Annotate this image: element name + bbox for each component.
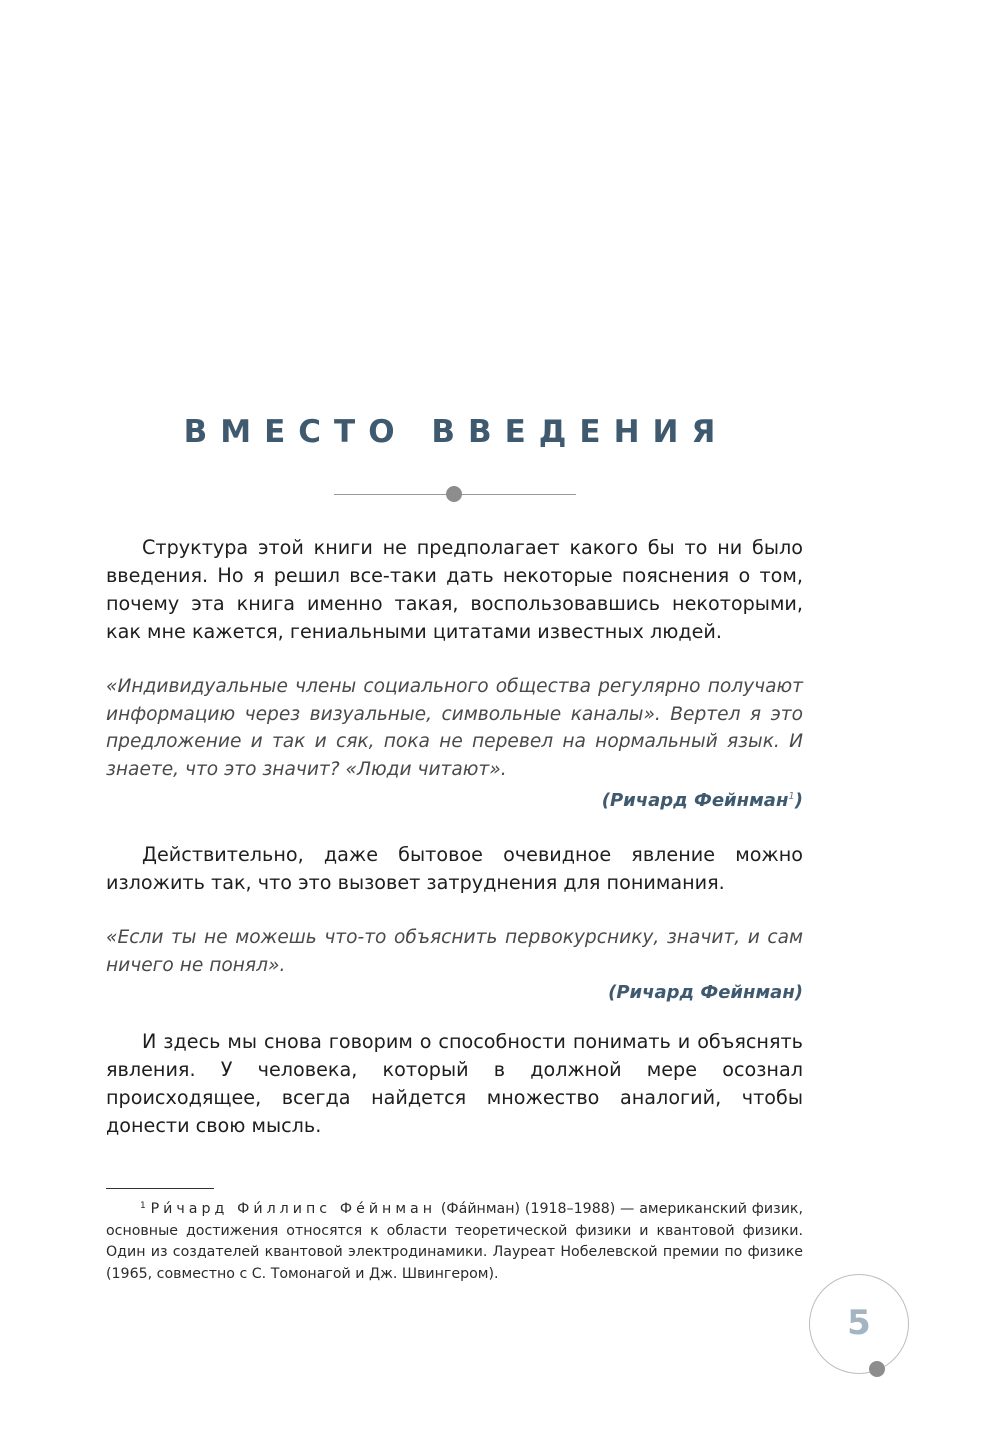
footnote-marker: 1 xyxy=(140,1201,146,1211)
footnote-reference[interactable]: 1 xyxy=(788,791,795,802)
paragraph-1: Структура этой книги не предполагает какого бы то ни было введения. Но я решил все-таки дать некоторые пояснения о том, почему эта книга именно такая, воспользовавшись некоторыми, как мне кажется, гениальными цитатами известных людей. xyxy=(106,536,803,643)
quote-2-attribution: (Ричард Фейнман) xyxy=(608,982,803,1003)
quote-1: «Индивидуальные члены социального общества регулярно получают информацию через визуальные, символьные каналы». Вертел я это предложение и так и сяк, пока не перевел на нормальный язык. И знаете, что это значит? «Люди читают». xyxy=(106,676,803,780)
divider-dot xyxy=(446,486,462,502)
quote-1-author-close: ) xyxy=(794,790,803,811)
chapter-title: ВМЕСТО ВВЕДЕНИЯ xyxy=(183,414,729,450)
title-divider xyxy=(334,486,576,502)
quote-1-author: (Ричард Фейнман xyxy=(601,790,789,811)
footnote-separator xyxy=(106,1188,214,1189)
footnote-name: Ри́чард Фи́ллипс Фе́йнман xyxy=(150,1201,437,1217)
main-text xyxy=(106,534,803,1140)
footnote xyxy=(106,1196,803,1285)
paragraph-3: И здесь мы снова говорим о способности понимать и объяснять явления. У человека, который в должной мере осознал происходящее, всегда найдется множество аналогий, чтобы донести свою мысль. xyxy=(106,1030,803,1137)
quote-2: «Если ты не можешь что-то объяснить первокурснику, значит, и сам ничего не понял». xyxy=(106,927,803,976)
footnote-text: (Фа́йнман) (1918–1988) — американский физик, основные достижения относятся к области теоретической физики и квантовой физики. Один из создателей квантовой электродинамики. Лауреат Нобелевской премии по физике (1965, совместно с С. Томонагой и Дж. Швингером). xyxy=(106,1201,803,1282)
page-number-dot xyxy=(869,1361,885,1377)
page-number: 5 xyxy=(847,1303,871,1343)
quote-1-attribution xyxy=(106,783,803,814)
paragraph-2: Действительно, даже бытовое очевидное явление можно изложить так, что это вызовет затруднения для понимания. xyxy=(106,843,803,894)
